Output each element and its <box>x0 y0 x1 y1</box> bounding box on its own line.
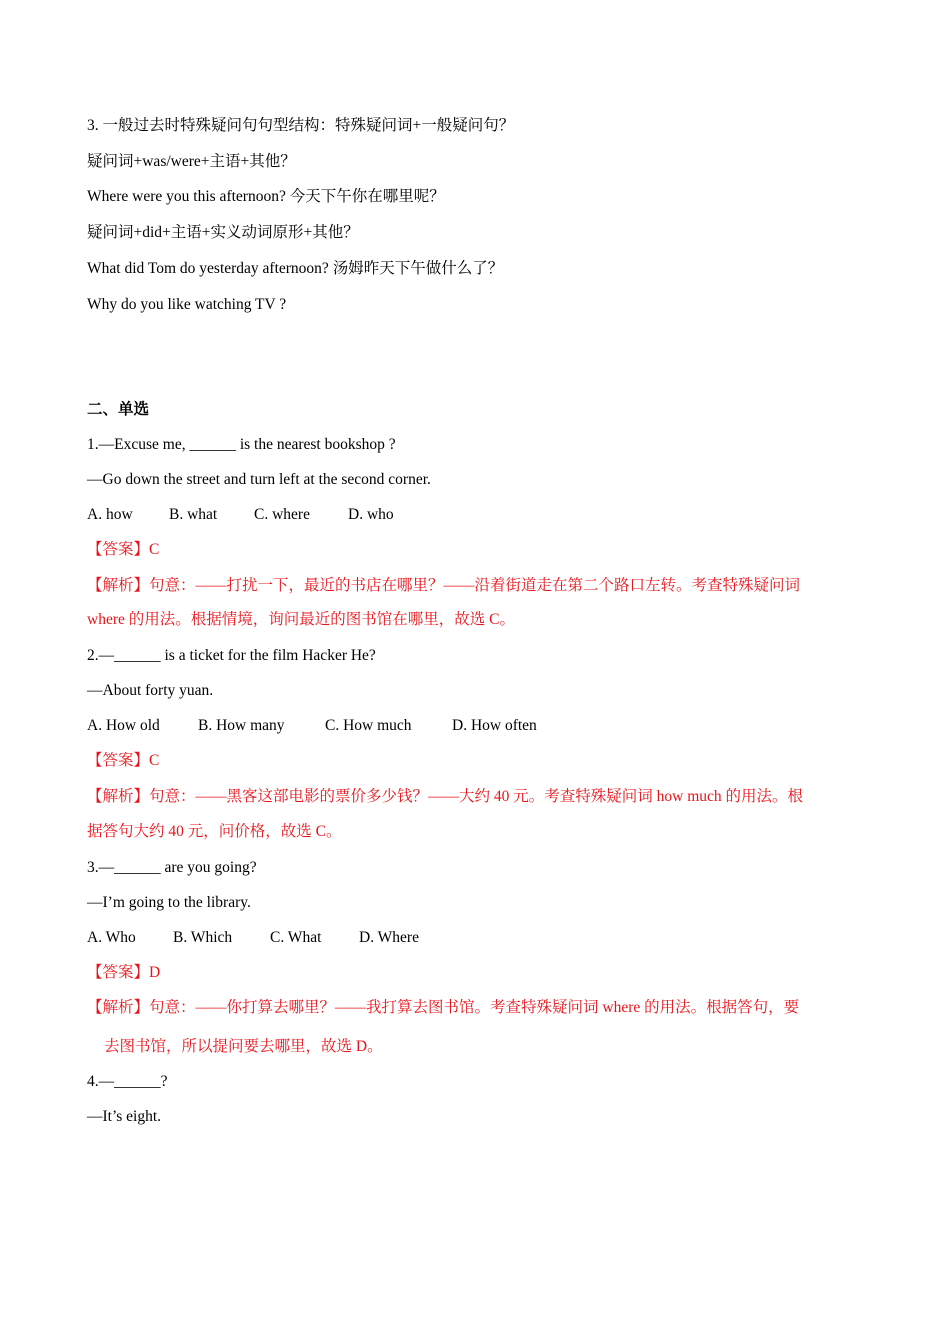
question-3-options <box>87 928 419 948</box>
section-heading: 二、单选 <box>87 401 150 418</box>
question-3-stem: 3.—______ are you going? <box>87 859 257 876</box>
question-3-reply: —I’m going to the library. <box>87 894 251 911</box>
question-3-answer: 【答案】D <box>87 964 161 981</box>
question-1-answer: 【答案】C <box>87 541 160 558</box>
option-d: D. Where <box>359 929 419 946</box>
question-4-stem: 4.—______? <box>87 1073 168 1090</box>
option-d: D. who <box>348 506 394 523</box>
option-c: C. What <box>270 929 322 946</box>
option-c: C. where <box>254 506 310 523</box>
option-b: B. what <box>169 506 218 523</box>
question-2-analysis-line-2: 据答句大约 40 元，问价格，故选 C。 <box>87 823 342 840</box>
question-4-reply: —It’s eight. <box>87 1108 162 1125</box>
option-a: A. Who <box>87 929 136 946</box>
option-c: C. How much <box>325 717 412 734</box>
question-2-stem: 2.—______ is a ticket for the film Hacker He? <box>87 647 376 664</box>
option-b: B. Which <box>173 929 233 946</box>
grammar-example-2: What did Tom do yesterday afternoon? 汤姆昨天下午做什么了？ <box>87 260 504 277</box>
question-2-reply: —About forty yuan. <box>87 682 214 699</box>
question-1-options <box>87 505 394 525</box>
question-2-options <box>87 716 537 736</box>
question-1-reply: —Go down the street and turn left at the second corner. <box>87 471 431 488</box>
question-1-stem: 1.—Excuse me, ______ is the nearest bookshop ? <box>87 436 396 453</box>
question-2-analysis-line-1: 【解析】句意：——黑客这部电影的票价多少钱？——大约 40 元。考查特殊疑问词 how much 的用法。根 <box>87 788 804 805</box>
question-1-analysis-line-1: 【解析】句意：——打扰一下，最近的书店在哪里？——沿着街道走在第二个路口左转。考查特殊疑问词 <box>87 577 801 594</box>
grammar-point-title: 3. 一般过去时特殊疑问句句型结构：特殊疑问词+一般疑问句？ <box>87 117 515 134</box>
question-1-analysis-line-2: where 的用法。根据情境，询问最近的图书馆在哪里，故选 C。 <box>87 611 515 628</box>
question-3-analysis-line-2: 去图书馆，所以提问要去哪里，故选 D。 <box>104 1038 383 1055</box>
grammar-example-3: Why do you like watching TV ? <box>87 296 287 313</box>
question-3-analysis-line-1: 【解析】句意：——你打算去哪里？——我打算去图书馆。考查特殊疑问词 where 的用法。根据答句，要 <box>87 999 800 1016</box>
option-b: B. How many <box>198 717 285 734</box>
grammar-pattern-2: 疑问词+did+主语+实义动词原形+其他？ <box>87 224 359 241</box>
option-a: A. how <box>87 506 133 523</box>
grammar-pattern-1: 疑问词+was/were+主语+其他？ <box>87 153 296 170</box>
option-a: A. How old <box>87 717 160 734</box>
grammar-example-1: Where were you this afternoon? 今天下午你在哪里呢？ <box>87 188 445 205</box>
option-d: D. How often <box>452 717 537 734</box>
question-2-answer: 【答案】C <box>87 752 160 769</box>
